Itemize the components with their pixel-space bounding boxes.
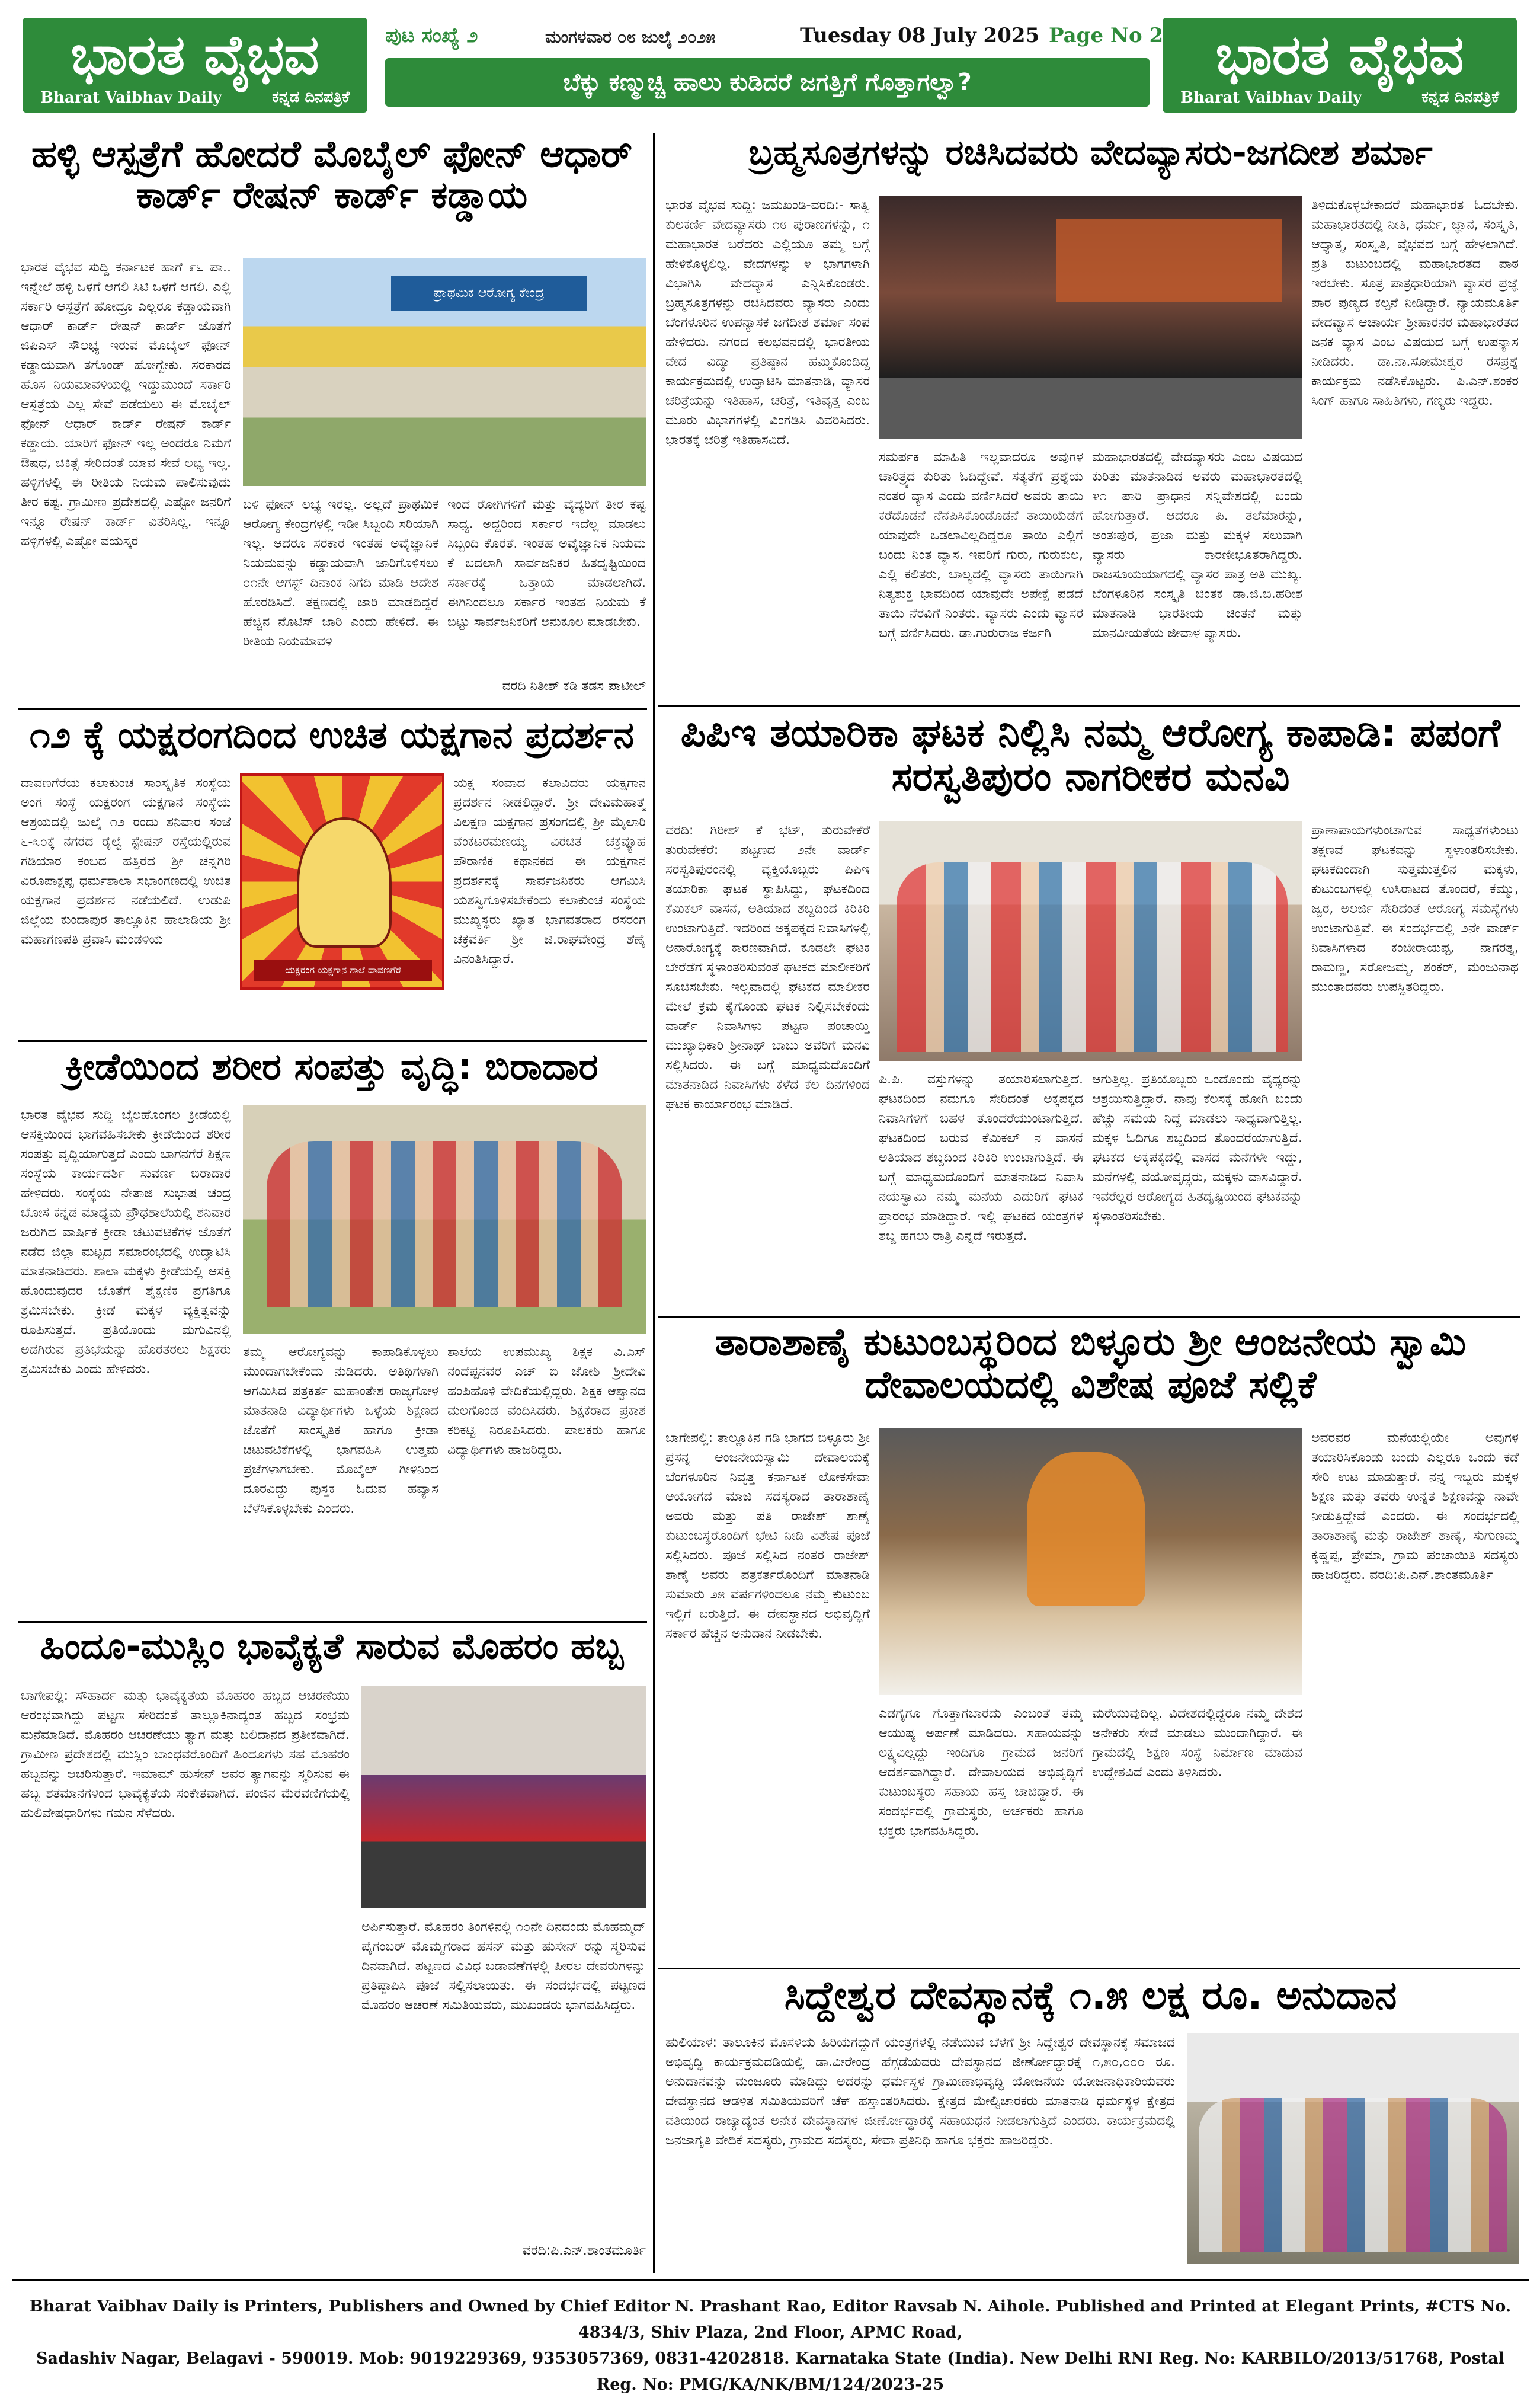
byline: ವರದಿ ನಿತೀಶ್ ಕಡಿ ತಡಸ ಪಾಟೀಲ್ xyxy=(502,679,646,693)
article-col: ಅರ್ಪಿಸುತ್ತಾರೆ. ಮೊಹರಂ ತಿಂಗಳಿನಲ್ಲಿ ೧೦ನೇ ದಿನದಂದು ಮೊಹಮ್ಮದ್ ಪೈಗಂಬರ್ ಮೊಮ್ಮಗರಾದ ಹಸನ್ ಮತ್ತು ಹುಸೇನ್ ರನ್ನು ಸ್ಮರಿಸುವ ದಿನವಾಗಿದೆ. ಪಟ್ಟಣದ ವಿವಿಧ ಬಡಾವಣೆಗಳಲ್ಲಿ ಪೀರಲ ದೇವರುಗಳನ್ನು ಪ್ರತಿಷ್ಠಾಪಿಸಿ ಪೂಜೆ ಸಲ್ಲಿಸಲಾಯಿತು. ಈ ಸಂದರ್ಭದಲ್ಲಿ ಪಟ್ಟಣದ ಮೊಹರಂ ಆಚರಣೆ ಸಮಿತಿಯವರು, ಮುಖಂಡರು ಭಾಗವಹಿಸಿದ್ದರು. xyxy=(361,1920,646,2013)
article-sports xyxy=(18,1046,646,1615)
article-col: ದಾವಣಗೆರೆಯ ಕಲಾಕುಂಚ ಸಾಂಸ್ಕೃತಿಕ ಸಂಸ್ಥೆಯ ಅಂಗ ಸಂಸ್ಥೆ ಯಕ್ಷರಂಗ ಯಕ್ಷಗಾನ ಸಂಸ್ಥೆಯ ಆಶ್ರಯದಲ್ಲಿ ಜುಲೈ ೧೨ ರಂದು ಶನಿವಾರ ಸಂಜೆ ೬-೩೦ಕ್ಕೆ ನಗರದ ರೈಲ್ವೆ ಸ್ಟೇಷನ್ ರಸ್ತೆಯಲ್ಲಿರುವ ಗಡಿಯಾರ ಕಂಬದ ಹತ್ತಿರದ ಶ್ರೀ ಚನ್ನಗಿರಿ ವಿರೂಪಾಕ್ಷಪ್ಪ ಧರ್ಮಶಾಲಾ ಸಭಾಂಗಣದಲ್ಲಿ ಉಚಿತ ಯಕ್ಷಗಾನ ಪ್ರದರ್ಶನ ನಡೆಯಲಿದೆ. ಉಡುಪಿ ಜಿಲ್ಲೆಯ ಕುಂದಾಪುರ ತಾಲ್ಲೂಕಿನ ಹಾಲಾಡಿಯ ಶ್ರೀ ಮಹಾಗಣಪತಿ ಪ್ರವಾಸಿ ಮಂಡಳಿಯ xyxy=(21,776,231,947)
divider xyxy=(658,1968,1520,1969)
logo-tagline: ಕನ್ನಡ ದಿನಪತ್ರಿಕೆ xyxy=(1421,88,1499,106)
article-col: ತಮ್ಮ ಆರೋಗ್ಯವನ್ನು ಕಾಪಾಡಿಕೊಳ್ಳಲು ಮುಂದಾಗಬೇಕೆಂದು ನುಡಿದರು. ಅತಿಥಿಗಳಾಗಿ ಆಗಮಿಸಿದ ಪತ್ರಕರ್ತ ಮಹಾಂತೇಶ ರಾಜ್ಯಗೋಳ ಮಾತನಾಡಿ ವಿದ್ಯಾರ್ಥಿಗಳು ಒಳ್ಳೆಯ ಶಿಕ್ಷಣದ ಜೊತೆಗೆ ಸಾಂಸ್ಕೃತಿಕ ಹಾಗೂ ಕ್ರೀಡಾ ಚಟುವಟಿಕೆಗಳಲ್ಲಿ ಭಾಗವಹಿಸಿ ಉತ್ತಮ ಪ್ರಜೆಗಳಾಗಬೇಕು. ಮೊಬೈಲ್ ಗೀಳಿನಿಂದ ದೂರವಿದ್ದು ಪುಸ್ತಕ ಓದುವ ಹವ್ಯಾಸ ಬೆಳೆಸಿಕೊಳ್ಳಬೇಕು ಎಂದರು. xyxy=(243,1345,438,1516)
date-kn: ಮಂಗಳವಾರ ೦೮ ಜುಲೈ ೨೦೨೫ xyxy=(545,27,716,47)
logo-right xyxy=(1163,18,1517,113)
footer-rule xyxy=(12,2279,1529,2281)
logo-english: Bharat Vaibhav Daily xyxy=(1180,89,1362,107)
footer-line-1: Bharat Vaibhav Daily is Printers, Publishers and Owned by Chief Editor N. Prashant Rao, Editor Ravsab N. Aihole. Published and Printed at Elegant Prints, #CTS No. 4834/3, Shiv Plaza, 2nd Floor, APMC Road, xyxy=(29,2297,1512,2342)
logo-left xyxy=(23,18,367,113)
article-col: ಮಹಾಭಾರತದಲ್ಲಿ ವೇದವ್ಯಾಸರು ಎಂಬ ವಿಷಯದ ಕುರಿತು ಮಾತನಾಡಿದ ಅವರು ಮಹಾಭಾರತದಲ್ಲಿ ೪೧ ಪಾರಿ ಪ್ರಾಧಾನ ಸನ್ನಿವೇಶದಲ್ಲಿ ಬಂದು ಹೋಗುತ್ತಾರೆ. ಆದರೂ ಪಿ. ತಲೆಮಾರನ್ನು, ಅಂತಃಪುರ, ಪ್ರಜಾ ಮತ್ತು ಮಕ್ಕಳ ಸಲುವಾಗಿ ವ್ಯಾಸರು ಕಾರಣೀಭೂತರಾಗಿದ್ದರು. ರಾಜಸೂಯಯಾಗದಲ್ಲಿ ವ್ಯಾಸರ ಪಾತ್ರ ಅತಿ ಮುಖ್ಯ. ಬೆಂಗಳೂರಿನ ಸಂಸ್ಕೃತಿ ಚಿಂತಕ ಡಾ.ಜಿ.ಬಿ.ಹರೀಶ ಮಾತನಾಡಿ ಭಾರತೀಯ ಚಿಂತನೆ ಮತ್ತು ಮಾನವೀಯತೆಯ ಜೀವಾಳ ವ್ಯಾಸರು. xyxy=(1092,450,1302,641)
logo-text: ಭಾರತ ವೈಭವ xyxy=(1215,23,1464,87)
article-col: ಬಳಿ ಫೋನ್ ಲಭ್ಯ ಇರಲ್ಲ. ಅಲ್ಲದೆ ಪ್ರಾಥಮಿಕ ಆರೋಗ್ಯ ಕೇಂದ್ರಗಳಲ್ಲಿ ಇಡೀ ಸಿಬ್ಬಂದಿ ಸರಿಯಾಗಿ ಇಲ್ಲ. ಆದರೂ ಸರಕಾರ ಇಂತಹ ಅವೈಜ್ಞಾನಿಕ ನಿಯಮವನ್ನು ಕಡ್ಡಾಯವಾಗಿ ಜಾರಿಗೊಳಿಸಲು ೦೧ನೇ ಆಗಸ್ಟ್ ದಿನಾಂಕ ನಿಗದಿ ಮಾಡಿ ಆದೇಶ ಹೊರಡಿಸಿದೆ. ತಕ್ಷಣದಲ್ಲಿ ಜಾರಿ ಮಾಡದಿದ್ದರೆ ಹೆಚ್ಚಿನ ನೊಟಿಸ್ ಜಾರಿ ಎಂದು ಹೇಳಿದೆ. ಈ ರೀತಿಯ ನಿಯಮಾವಳಿ xyxy=(243,497,438,649)
article-col: ವರದಿ: ಗಿರೀಶ್ ಕೆ ಭಟ್, ತುರುವೇಕೆರೆ ತುರುವೇಕೆರೆ: ಪಟ್ಟಣದ ೨ನೇ ವಾರ್ಡ್ ಸರಸ್ವತಿಪುರಂನಲ್ಲಿ ವ್ಯಕ್ತಿಯೊಬ್ಬರು ಪಿಪಿಇ ತಯಾರಿಕಾ ಘಟಕ ಸ್ಥಾಪಿಸಿದ್ದು, ಘಟಕದಿಂದ ಕೆಮಿಕಲ್ ವಾಸನೆ, ಅತಿಯಾದ ಶಬ್ದದಿಂದ ಕಿರಿಕಿರಿ ಉಂಟಾಗುತ್ತಿದೆ. ಇದರಿಂದ ಅಕ್ಕಪಕ್ಕದ ನಿವಾಸಿಗಳಲ್ಲಿ ಅನಾರೋಗ್ಯಕ್ಕೆ ಕಾರಣವಾಗಿದೆ. ಕೂಡಲೇ ಘಟಕ ಬೇರೆಡೆಗೆ ಸ್ಥಳಾಂತರಿಸುವಂತೆ ಘಟಕದ ಮಾಲೀಕರಿಗೆ ಸೂಚಿಸಬೇಕು. ಇಲ್ಲವಾದಲ್ಲಿ ಘಟಕದ ಮಾಲೀಕರ ಮೇಲೆ ಕ್ರಮ ಕೈಗೊಂಡು ಘಟಕ ನಿಲ್ಲಿಸಬೇಕೆಂದು ವಾರ್ಡ್ ನಿವಾಸಿಗಳು ಪಟ್ಟಣ ಪಂಚಾಯ್ತಿ ಮುಖ್ಯಾಧಿಕಾರಿ ಶ್ರೀನಾಥ್ ಬಾಬು ಅವರಿಗೆ ಮನವಿ ಸಲ್ಲಿಸಿದರು. ಈ ಬಗ್ಗೆ ಮಾಧ್ಯಮದೊಂದಿಗೆ ಮಾತನಾಡಿದ ನಿವಾಸಿಗಳು ಕಳೆದ ಕೆಲ ದಿನಗಳಿಂದ ಘಟಕ ಕಾರ್ಯಾರಂಭ ಮಾಡಿದೆ. xyxy=(665,823,870,1112)
divider xyxy=(18,1040,647,1042)
article-col: ಭಾರತ ವೈಭವ ಸುದ್ದಿ: ಜಮಖಂಡಿ-ವರದಿ:- ಸಾತ್ವಿ ಕುಲಕರ್ಣಿ ವೇದವ್ಯಾಸರು ೧೮ ಪುರಾಣಗಳನ್ನು, ೧ ಮಹಾಭಾರತ ಬರೆದರು ಎಲ್ಲಿಯೂ ತಮ್ಮ ಬಗ್ಗೆ ಹೇಳಿಕೊಳ್ಳಲಿಲ್ಲ. ವೇದಗಳನ್ನು ೪ ಭಾಗಗಳಾಗಿ ವಿಭಾಗಿಸಿ ವೇದವ್ಯಾಸ ಎನ್ನಿಸಿಕೊಂಡರು. ಬ್ರಹ್ಮಸೂತ್ರಗಳನ್ನು ರಚಿಸಿದವರು ವ್ಯಾಸರು ಎಂದು ಬೆಂಗಳೂರಿನ ಉಪನ್ಯಾಸಕ ಜಗದೀಶ ಶರ್ಮಾ ಸಂಪ ಹೇಳಿದರು. ನಗರದ ಕಲಭವನದಲ್ಲಿ ಭಾರತೀಯ ವೇದ ವಿದ್ಯಾ ಪ್ರತಿಷ್ಠಾನ ಹಮ್ಮಿಕೊಂಡಿದ್ದ ಕಾರ್ಯಕ್ರಮದಲ್ಲಿ ಉದ್ಘಾಟಿಸಿ ಮಾತನಾಡಿ, ವ್ಯಾಸರ ಚರಿತ್ರೆಯನ್ನು ಇತಿಹಾಸ, ಚರಿತ್ರೆ, ಇತಿವೃತ್ತ ಎಂಬ ಮೂರು ವಿಭಾಗಗಳಲ್ಲಿ ವಿಂಗಡಿಸಿ ವಿವರಿಸಿದರು. ಭಾರತಕ್ಕೆ ಚರಿತ್ರೆ ಇತಿಹಾಸವಿದೆ. xyxy=(665,198,870,447)
headline: ಬ್ರಹ್ಮಸೂತ್ರಗಳನ್ನು ರಚಿಸಿದವರು ವೇದವ್ಯಾಸರು-ಜಗದೀಶ ಶರ್ಮಾ xyxy=(748,132,1433,172)
article-col: ಆಗುತ್ತಿಲ್ಲ. ಪ್ರತಿಯೊಬ್ಬರು ಒಂದೊಂದು ವೈಧ್ಯರನ್ನು ಆಶ್ರಯಿಸುತ್ತಿದ್ದಾರೆ. ನಾವು ಕೆಲಸಕ್ಕೆ ಹೋಗಿ ಬಂದು ಹೆಚ್ಚು ಸಮಯ ನಿದ್ದೆ ಮಾಡಲು ಸಾಧ್ಯವಾಗುತ್ತಿಲ್ಲ. ಮಕ್ಕಳ ಓದಿಗೂ ಶಬ್ದದಿಂದ ತೊಂದರೆಯಾಗುತ್ತಿದೆ. ಘಟಕದ ಅಕ್ಕಪಕ್ಕದಲ್ಲಿ ವಾಸದ ಮನೆಗಳೇ ಇದ್ದು, ಮನೆಗಳಲ್ಲಿ ವಯೋವೃದ್ಧರು, ಮಕ್ಕಳು ವಾಸವಿದ್ದಾರೆ. ಇವರೆಲ್ಲರ ಆರೋಗ್ಯದ ಹಿತದೃಷ್ಟಿಯಿಂದ ಘಟಕವನ್ನು ಸ್ಥಳಾಂತರಿಸಬೇಕು. xyxy=(1092,1072,1302,1224)
photo-sports-event xyxy=(243,1105,646,1334)
photo-banner xyxy=(1056,219,1282,302)
date-en: Tuesday 08 July 2025 xyxy=(800,24,1040,47)
article-col: ತಿಳಿದುಕೊಳ್ಳಬೇಕಾದರೆ ಮಹಾಭಾರತ ಓದಬೇಕು. ಮಹಾಭಾರತದಲ್ಲಿ ನೀತಿ, ಧರ್ಮ, ಜ್ಞಾನ, ಸಂಸ್ಕೃತಿ, ಆಧ್ಯಾತ್ಮ, ಸಂಸ್ಕೃತಿ, ವೈಭವದ ಬಗ್ಗೆ ಹೇಳಲಾಗಿದೆ. ಪ್ರತಿ ಕುಟುಂಬದಲ್ಲಿ ಮಹಾಭಾರತದ ಪಾಠ ಇರಬೇಕು. ಸೂತ್ರ ಪಾತ್ರಧಾರಿಯಾಗಿ ವ್ಯಾಸರ ಪ್ರಜ್ಞೆ ಪಾರ ಪುಣ್ಯದ ಕಲ್ಪನೆ ನೀಡಿದ್ದಾರೆ. ನ್ಯಾಯಮೂರ್ತಿ ವೇದವ್ಯಾಸ ಆಚಾರ್ಯ ಶ್ರೀಹಾರನರ ಮಹಾಭಾರತದ ಜನಕ ವ್ಯಾಸ ಎಂಬ ವಿಷಯದ ಬಗ್ಗೆ ಉಪನ್ಯಾಸ ನೀಡಿದರು. ಡಾ.ನಾ.ಸೋಮೇಶ್ವರ ರಸಪ್ರಶ್ನೆ ಕಾರ್ಯಕ್ರಮ ನಡೆಸಿಕೊಟ್ಟರು. ಪಿ.ಎನ್.ಶಂಕರ ಸಿಂಗ್ ಹಾಗೂ ಸಾಹಿತಿಗಳು, ಗಣ್ಯರು ಇದ್ದರು. xyxy=(1311,198,1519,408)
headline: ೧೨ ಕ್ಕೆ ಯಕ್ಷರಂಗದಿಂದ ಉಚಿತ ಯಕ್ಷಗಾನ ಪ್ರದರ್ಶನ xyxy=(30,713,634,756)
divider xyxy=(18,1621,647,1623)
article-col: ಶಾಲೆಯ ಉಪಮುಖ್ಯ ಶಿಕ್ಷಕ ವಿ.ಎಸ್ ನಂದೆಪ್ಪನವರ ಎಚ್ ಬಿ ಜೋಶಿ ಶ್ರೀದೇವಿ ಹಂಪಿಹೊಳಿ ವೇದಿಕೆಯಲ್ಲಿದ್ದರು. ಶಿಕ್ಷಕ ಆಶ್ವಾನದ ಮಲಗೊಂಡ ವಂದಿಸಿದರು. ಶಿಕ್ಷಕರಾದ ಪ್ರಕಾಶ ಕರಿಕಟ್ಟಿ ನಿರೂಪಿಸಿದರು. ಪಾಲಕರು ಹಾಗೂ ವಿದ್ಯಾರ್ಥಿಗಳು ಹಾಜರಿದ್ದರು. xyxy=(447,1345,646,1457)
headline: ಸಿದ್ದೇಶ್ವರ ದೇವಸ್ಥಾನಕ್ಕೆ ೧.೫ ಲಕ್ಷ ರೂ. ಅನುದಾನ xyxy=(784,1972,1397,2018)
yakshagana-poster xyxy=(240,773,444,990)
footer-imprint xyxy=(18,2294,1523,2398)
article-anjaneya xyxy=(662,1322,1519,1965)
photo-petition xyxy=(879,821,1302,1061)
page-number-kn: ಪುಟ ಸಂಖ್ಯೆ ೨ xyxy=(385,24,478,47)
column-divider xyxy=(653,133,655,2273)
article-hospital xyxy=(18,133,646,705)
byline: ವರದಿ:ಪಿ.ಎನ್.ಶಾಂತಮೂರ್ತಿ xyxy=(522,2243,646,2258)
photo-lecture xyxy=(879,196,1302,439)
article-col: ಯಕ್ಷ ಸಂವಾದ ಕಲಾವಿದರು ಯಕ್ಷಗಾನ ಪ್ರದರ್ಶನ ನೀಡಲಿದ್ದಾರೆ. ಶ್ರೀ ದೇವಿಮಹಾತ್ಮೆ ವಿಲಕ್ಷಣ ಯಕ್ಷಗಾನ ಪ್ರಸಂಗದಲ್ಲಿ ಶ್ರೀ ಮೈಲಾರಿ ವೆಂಕಟರಮಣಯ್ಯ ವಿರಚಿತ ಚಕ್ರವ್ಯೂಹ ಪೌರಾಣಿಕ ಕಥಾನಕದ ಈ ಯಕ್ಷಗಾನ ಪ್ರದರ್ಶನಕ್ಕೆ ಸಾರ್ವಜನಿಕರು ಆಗಮಿಸಿ ಯಶಸ್ವಿಗೊಳಿಸಬೇಕೆಂದು ಕಲಾಕುಂಚ ಸಂಸ್ಥೆಯ ಮುಖ್ಯಸ್ಥರು ಖ್ಯಾತ ಭಾಗವತರಾದ ರಸರಂಗ ಚಕ್ರವರ್ತಿ ಶ್ರೀ ಜಿ.ರಾಘವೇಂದ್ರ ಶೆಣೈ ವಿನಂತಿಸಿದ್ದಾರೆ. xyxy=(453,776,646,967)
headline: ಹಿಂದೂ-ಮುಸ್ಲಿಂ ಭಾವೈಕ್ಯತೆ ಸಾರುವ ಮೊಹರಂ ಹಬ್ಬ xyxy=(40,1626,624,1667)
article-col: ಬಾಗೇಪಲ್ಲಿ: ಸೌಹಾರ್ದ ಮತ್ತು ಭಾವೈಕ್ಯತೆಯ ಮೊಹರಂ ಹಬ್ಬದ ಆಚರಣೆಯು ಆರಂಭವಾಗಿದ್ದು ಪಟ್ಟಣ ಸೇರಿದಂತೆ ತಾಲ್ಲೂಕಿನಾದ್ಯಂತ ಹಬ್ಬದ ಸಂಭ್ರಮ ಮನೆಮಾಡಿದೆ. ಮೊಹರಂ ಆಚರಣೆಯು ತ್ಯಾಗ ಮತ್ತು ಬಲಿದಾನದ ಪ್ರತೀಕವಾಗಿದೆ. ಗ್ರಾಮೀಣ ಪ್ರದೇಶದಲ್ಲಿ ಮುಸ್ಲಿಂ ಬಾಂಧವರೊಂದಿಗೆ ಹಿಂದೂಗಳು ಸಹ ಮೊಹರಂ ಹಬ್ಬವನ್ನು ಆಚರಿಸುತ್ತಾರೆ. ಇಮಾಮ್ ಹುಸೇನ್ ಅವರ ತ್ಯಾಗವನ್ನು ಸ್ಮರಿಸುವ ಈ ಹಬ್ಬ ಶತಮಾನಗಳಿಂದ ಭಾವೈಕ್ಯತೆಯ ಸಂಕೇತವಾಗಿದೆ. ಪಂಜಿನ ಮೆರವಣಿಗೆಯಲ್ಲಿ ಹುಲಿವೇಷಧಾರಿಗಳು ಗಮನ ಸೆಳೆದರು. xyxy=(21,1689,350,1821)
photo-people xyxy=(897,862,1288,1052)
poster-caption-text: ಯಕ್ಷರಂಗ ಯಕ್ಷಗಾನ ಶಾಲೆ ದಾವಣಗೆರೆ xyxy=(285,964,401,976)
photo-temple-puja xyxy=(879,1428,1302,1695)
photo-sign xyxy=(391,276,587,311)
article-col: ಪಿ.ಪಿ. ವಸ್ತುಗಳನ್ನು ತಯಾರಿಸಲಾಗುತ್ತಿದೆ. ಘಟಕದಿಂದ ನಮಗೂ ಸೇರಿದಂತೆ ಅಕ್ಕಪಕ್ಕದ ನಿವಾಸಿಗಳಿಗೆ ಬಹಳ ತೊಂದರೆಯುಂಟಾಗುತ್ತಿದೆ. ಘಟಕದಿಂದ ಬರುವ ಕೆಮಿಕಲ್ ನ ವಾಸನೆ ಅತಿಯಾದ ಶಬ್ದದಿಂದ ಕಿರಿಕಿರಿ ಉಂಟಾಗುತ್ತಿದೆ. ಈ ಬಗ್ಗೆ ಮಾಧ್ಯಮದೊಂದಿಗೆ ಮಾತನಾಡಿದ ನಿವಾಸಿ ನಯಸ್ವಾಮಿ ನಮ್ಮ ಮನೆಯ ಎದುರಿಗೆ ಘಟಕ ಪ್ರಾರಂಭ ಮಾಡಿದ್ದಾರೆ. ಇಲ್ಲಿ ಘಟಕದ ಯಂತ್ರಗಳ ಶಬ್ದ ಹಗಲು ರಾತ್ರಿ ಎನ್ನದೆ ಇರುತ್ತದೆ. xyxy=(879,1072,1083,1243)
poster-figure xyxy=(297,817,392,948)
photo-moharram xyxy=(361,1686,646,1908)
poster-caption xyxy=(254,960,432,981)
headline: ತಾರಾಶಾಣೈ ಕುಟುಂಬಸ್ಥರಿಂದ ಬಿಳ್ಳೂರು ಶ್ರೀ ಆಂಜನೇಯ ಸ್ವಾಮಿ ದೇವಾಲಯದಲ್ಲಿ ವಿಶೇಷ ಪೂಜೆ ಸಲ್ಲಿಕೆ xyxy=(715,1321,1467,1407)
photo-people xyxy=(1199,2098,1507,2252)
article-col: ಮರೆಯುವುದಿಲ್ಲ. ವಿದೇಶದಲ್ಲಿದ್ದರೂ ನಮ್ಮ ದೇಶದ ಅನೇಕರು ಸೇವೆ ಮಾಡಲು ಮುಂದಾಗಿದ್ದಾರೆ. ಈ ಗ್ರಾಮದಲ್ಲಿ ಶಿಕ್ಷಣ ಸಂಸ್ಥೆ ನಿರ್ಮಾಣ ಮಾಡುವ ಉದ್ದೇಶವಿದೆ ಎಂದು ತಿಳಿಸಿದರು. xyxy=(1092,1706,1302,1780)
article-ppe xyxy=(662,711,1519,1313)
photo-people xyxy=(267,1141,622,1307)
headline: ಹಳ್ಳಿ ಆಸ್ಪತ್ರೆಗೆ ಹೋದರೆ ಮೊಬೈಲ್ ಫೋನ್ ಆಧಾರ್ ಕಾರ್ಡ್ ರೇಷನ್ ಕಾರ್ಡ್ ಕಡ್ಡಾಯ xyxy=(31,132,633,217)
article-vedavyasa xyxy=(662,133,1519,702)
page-number-en: Page No 2 xyxy=(1049,24,1164,47)
slogan-bar xyxy=(385,58,1150,107)
article-yakshagana xyxy=(18,714,646,1037)
photo-hospital xyxy=(243,258,646,486)
footer-line-2: Sadashiv Nagar, Belagavi - 590019. Mob: 9019229369, 9353057369, 0831-4202818. Karnataka State (India). New Delhi RNI Reg. No: KARBILO/2013/51768, Postal Reg. No: PMG/KA/NK/BM/124/2023-25 xyxy=(36,2349,1504,2394)
headline: ಕ್ರೀಡೆಯಿಂದ ಶರೀರ ಸಂಪತ್ತು ವೃದ್ಧಿ: ಬಿರಾದಾರ xyxy=(65,1045,598,1088)
slogan-text: ಬೆಕ್ಕು ಕಣ್ಮುಚ್ಚಿ ಹಾಲು ಕುಡಿದರೆ ಜಗತ್ತಿಗೆ ಗೊತ್ತಾಗಲ್ವಾ? xyxy=(563,69,972,96)
article-col: ಭಾರತ ವೈಭವ ಸುದ್ದಿ ಕರ್ನಾಟಕ ಹಾಗೆ ೯೬ ಪಾ.. ಇನ್ನೇಲೆ ಹಳ್ಳಿ ಒಳಗೆ ಆಗಲಿ ಸಿಟಿ ಒಳಗೆ ಆಗಲಿ. ಎಲ್ಲಿ ಸರ್ಕಾರಿ ಆಸ್ಪತ್ರೆಗೆ ಹೋದ್ರೂ ಎಲ್ಲರೂ ಕಡ್ಡಾಯವಾಗಿ ಆಧಾರ್ ಕಾರ್ಡ್ ರೇಷನ್ ಕಾರ್ಡ್ ಜೊತೆಗೆ ಜಿಪಿಎಸ್ ಸೌಲಭ್ಯ ಇರುವ ಮೊಬೈಲ್ ಫೋನ್ ಕಡ್ಡಾಯವಾಗಿ ತಗೊಂಡ್ ಹೋಗ್ಬೇಕು. ಸರಕಾರದ ಹೊಸ ನಿಯಮಾವಳಿಯಲ್ಲಿ ಇದ್ದುಮುಂದೆ ಸರ್ಕಾರಿ ಆಸ್ಪತ್ರೆಯ ಎಲ್ಲ ಸೇವೆ ಪಡೆಯಲು ಈ ಮೊಬೈಲ್ ಫೋನ್ ಆಧಾರ್ ಕಾರ್ಡ್ ರೇಷನ್ ಕಾರ್ಡ್ ಕಡ್ಡಾಯ. ಯಾರಿಗೆ ಫೋನ್ ಇಲ್ಲ ಅಂದರೂ ನಿಮಗೆ ಔಷಧ, ಚಿಕಿತ್ಸೆ ಸೇರಿದಂತೆ ಯಾವ ಸೇವೆ ಲಭ್ಯ ಇಲ್ಲ. ಹಳ್ಳಿಗಳಲ್ಲಿ ಈ ರೀತಿಯ ನಿಯಮ ಪಾಲಿಸುವುದು ತೀರ ಕಷ್ಟ. ಗ್ರಾಮೀಣ ಪ್ರದೇಶದಲ್ಲಿ ಎಷ್ಟೋ ಜನರಿಗೆ ಇನ್ನೂ ರೇಷನ್ ಕಾರ್ಡ್ ವಿತರಿಸಿಲ್ಲ. ಇನ್ನೂ ಹಳ್ಳಿಗಳಲ್ಲಿ ಎಷ್ಟೋ ವಯಸ್ಕರ xyxy=(21,260,231,549)
photo-sign-text: ಪ್ರಾಥಮಿಕ ಆರೋಗ್ಯ ಕೇಂದ್ರ xyxy=(433,286,545,300)
photo-grant xyxy=(1187,2033,1519,2264)
photo-idol xyxy=(1027,1452,1145,1606)
divider xyxy=(658,705,1520,707)
logo-english: Bharat Vaibhav Daily xyxy=(40,89,222,107)
article-col: ಸಮರ್ಪಕ ಮಾಹಿತಿ ಇಲ್ಲವಾದರೂ ಅವುಗಳ ಚಾರಿತ್ರ್ಯದ ಕುರಿತು ಓದಿದ್ದೇವೆ. ಸತ್ಯತೆಗೆ ಪ್ರಶ್ನೆಯ ನಂತರ ವ್ಯಾಸ ಎಂದು ವರ್ಣಿಸಿದರೆ ಅವರು ತಾಯಿ ಕರೆದೊಡನೆ ನೆನೆಪಿಸಿಕೊಂಡೊಡನೆ ತಾಯಿಯೆಡೆಗೆ ಯಾವುದೇ ಒಡಲಾವಿಲ್ಲದಿದ್ದರೂ ತಾಯಿ ಎಲ್ಲಿಗೆ ಬಂದು ನಿಂತ ವ್ಯಾಸ. ಇವರಿಗೆ ಗುರು, ಗುರುಕುಲ, ಎಲ್ಲಿ ಕಲಿತರು, ಬಾಲ್ಯದಲ್ಲಿ ವ್ಯಾಸರು ತಾಯಿಗಾಗಿ ನಿತ್ಯಶುಕ್ತ ಭಾವದಿಂದ ಯಾವುದೇ ಅಪೇಕ್ಷೆ ಪಡದೆ ತಾಯಿ ನೆರವಿಗೆ ನಿಂತರು. ವ್ಯಾಸರು ಎಂದು ವ್ಯಾಸರ ಬಗ್ಗೆ ವರ್ಣಿಸಿದರು. ಡಾ.ಗುರುರಾಜ ಕರ್ಜಗಿ xyxy=(879,450,1083,641)
article-body: ಹುಲಿಯಾಳ: ತಾಲೂಕಿನ ಮೊಸಳಿಯ ಹಿರಿಯಗದ್ದುಗೆ ಯಂತ್ರಗಳಲ್ಲಿ ನಡೆಯುವ ಬೆಳಗೆ ಶ್ರೀ ಸಿದ್ದೇಶ್ವರ ದೇವಸ್ಥಾನಕ್ಕೆ ಸಮಾಜದ ಅಭಿವೃದ್ಧಿ ಕಾರ್ಯಕ್ರಮದಡಿಯಲ್ಲಿ ಡಾ.ವೀರೇಂದ್ರ ಹೆಗ್ಗಡೆಯವರು ದೇವಸ್ಥಾನದ ಜೀರ್ಣೋದ್ಧಾರಕ್ಕೆ ೧,೫೦,೦೦೦ ರೂ. ಅನುದಾನವನ್ನು ಮಂಜೂರು ಮಾಡಿದ್ದು ಅದರನ್ನು ಧರ್ಮಸ್ಥಳ ಗ್ರಾಮೀಣಾಭಿವೃದ್ಧಿ ಯೋಜನೆಯ ಯೋಜನಾಧಿಕಾರಿಯವರು ದೇವಸ್ಥಾನದ ಆಡಳಿತ ಸಮಿತಿಯವರಿಗೆ ಚೆಕ್ ಹಸ್ತಾಂತರಿಸಿದರು. ಕ್ಷೇತ್ರದ ಮೇಲ್ವಿಚಾರಕರು ಮಾತನಾಡಿ ಧರ್ಮಸ್ಥಳ ಕ್ಷೇತ್ರದ ವತಿಯಿಂದ ರಾಜ್ಯಾದ್ಯಂತ ಅನೇಕ ದೇವಸ್ಥಾನಗಳ ಜೀರ್ಣೋದ್ಧಾರಕ್ಕೆ ಸಹಾಯಧನ ನೀಡಲಾಗುತ್ತಿದೆ ಎಂದರು. ಕಾರ್ಯಕ್ರಮದಲ್ಲಿ ಜನಜಾಗೃತಿ ವೇದಿಕೆ ಸದಸ್ಯರು, ಗ್ರಾಮದ ಸದಸ್ಯರು, ಸೇವಾ ಪ್ರತಿನಿಧಿ ಹಾಗೂ ಭಕ್ತರು ಹಾಜರಿದ್ದರು. xyxy=(665,2035,1175,2148)
article-col: ಎಡಗೈಗೂ ಗೊತ್ತಾಗಬಾರದು ಎಂಬಂತೆ ತಮ್ಮ ಆಯುಷ್ಯ ಅರ್ಪಣೆ ಮಾಡಿದರು. ಸಹಾಯವನ್ನು ಲಕ್ಷ್ಯವಿಲ್ಲದ್ದು ಇಂದಿಗೂ ಗ್ರಾಮದ ಜನರಿಗೆ ಆದರ್ಶವಾಗಿದ್ದಾರೆ. ದೇವಾಲಯದ ಅಭಿವೃದ್ಧಿಗೆ ಕುಟುಂಬಸ್ಥರು ಸಹಾಯ ಹಸ್ತ ಚಾಚಿದ್ದಾರೆ. ಈ ಸಂದರ್ಭದಲ್ಲಿ ಗ್ರಾಮಸ್ಥರು, ಅರ್ಚಕರು ಹಾಗೂ ಭಕ್ತರು ಭಾಗವಹಿಸಿದ್ದರು. xyxy=(879,1706,1083,1839)
article-col: ಭಾರತ ವೈಭವ ಸುದ್ದಿ ಬೈಲಹೊಂಗಲ ಕ್ರೀಡೆಯಲ್ಲಿ ಆಸಕ್ತಿಯಿಂದ ಭಾಗವಹಿಸಬೇಕು ಕ್ರೀಡೆಯಿಂದ ಶರೀರ ಸಂಪತ್ತು ವೃದ್ಧಿಯಾಗುತ್ತದೆ ಎಂದು ಬಾಗನಗೆರೆ ಶಿಕ್ಷಣ ಸಂಸ್ಥೆಯ ಕಾರ್ಯದರ್ಶಿ ಸುವರ್ಣ ಬಿರಾದಾರ ಹೇಳಿದರು. ಸಂಸ್ಥೆಯ ನೇತಾಜಿ ಸುಭಾಷ ಚಂದ್ರ ಬೋಸ ಕನ್ನಡ ಮಾಧ್ಯಮ ಪ್ರೌಢಶಾಲೆಯಲ್ಲಿ ಶನಿವಾರ ಜರುಗಿದ ವಾರ್ಷಿಕ ಕ್ರೀಡಾ ಚಟುವಟಿಕೆಗಳ ಜೊತೆಗೆ ನಡೆದ ಜಿಲ್ಲಾ ಮಟ್ಟದ ಸಮಾರಂಭದಲ್ಲಿ ಉದ್ಘಾಟಿಸಿ ಮಾತನಾಡಿದರು. ಶಾಲಾ ಮಕ್ಕಳು ಕ್ರೀಡೆಯಲ್ಲಿ ಆಸಕ್ತಿ ಹೊಂದುವುದರ ಜೊತೆಗೆ ಶೈಕ್ಷಣಿಕ ಪ್ರಗತಿಗೂ ಶ್ರಮಿಸಬೇಕು. ಕ್ರೀಡೆ ಮಕ್ಕಳ ವ್ಯಕ್ತಿತ್ವವನ್ನು ರೂಪಿಸುತ್ತದೆ. ಪ್ರತಿಯೊಂದು ಮಗುವಿನಲ್ಲಿ ಅಡಗಿರುವ ಪ್ರತಿಭೆಯನ್ನು ಹೊರತರಲು ಶಿಕ್ಷಕರು ಶ್ರಮಿಸಬೇಕು ಎಂದು ಹೇಳಿದರು. xyxy=(21,1108,231,1377)
logo-tagline: ಕನ್ನಡ ದಿನಪತ್ರಿಕೆ xyxy=(272,88,350,106)
article-col: ಪ್ರಾಣಾಪಾಯಗಳುಂಟಾಗುವ ಸಾಧ್ಯತೆಗಳುಂಟು ತಕ್ಷಣವೆ ಘಟಕವನ್ನು ಸ್ಥಳಾಂತರಿಸಬೇಕು. ಘಟಕದಿಂದಾಗಿ ಸುತ್ತಮುತ್ತಲಿನ ಮಕ್ಕಳು, ಕುಟುಂಬಗಳಲ್ಲಿ ಉಸಿರಾಟದ ತೊಂದರೆ, ಕೆಮ್ಮು, ಜ್ವರ, ಅಲರ್ಜಿ ಸೇರಿದಂತೆ ಆರೋಗ್ಯ ಸಮಸ್ಯೆಗಳು ಉಂಟಾಗುತ್ತಿವೆ. ಈ ಸಂದರ್ಭದಲ್ಲಿ ೨ನೇ ವಾರ್ಡ್ ನಿವಾಸಿಗಳಾದ ಕಂಚೀರಾಯಪ್ಪ, ನಾಗರತ್ನ, ರಾಮಣ್ಣ, ಸರೋಜಮ್ಮ, ಶಂಕರ್, ಮಂಜುನಾಥ ಮುಂತಾದವರು ಉಪಸ್ಥಿತರಿದ್ದರು. xyxy=(1311,823,1519,995)
article-col: ಬಾಗೇಪಲ್ಲಿ: ತಾಲ್ಲೂಕಿನ ಗಡಿ ಭಾಗದ ಬಿಳ್ಳೂರು ಶ್ರೀ ಪ್ರಸನ್ನ ಆಂಜನೇಯಸ್ವಾಮಿ ದೇವಾಲಯಕ್ಕೆ ಬೆಂಗಳೂರಿನ ನಿವೃತ್ತ ಕರ್ನಾಟಕ ಲೋಕಸೇವಾ ಆಯೋಗದ ಮಾಜಿ ಸದಸ್ಯರಾದ ತಾರಾಶಾಣೈ ಅವರು ಮತ್ತು ಪತಿ ರಾಜೇಶ್ ಶಾಣೈ ಕುಟುಂಬಸ್ಥರೊಂದಿಗೆ ಭೇಟಿ ನೀಡಿ ವಿಶೇಷ ಪೂಜೆ ಸಲ್ಲಿಸಿದರು. ಪೂಜೆ ಸಲ್ಲಿಸಿದ ನಂತರ ರಾಜೇಶ್ ಶಾಣೈ ಅವರು ಪತ್ರಕರ್ತರೊಂದಿಗೆ ಮಾತನಾಡಿ ಸುಮಾರು ೨೫ ವರ್ಷಗಳಿಂದಲೂ ನಮ್ಮ ಕುಟುಂಬ ಇಲ್ಲಿಗೆ ಬರುತ್ತಿದೆ. ಈ ದೇವಸ್ಥಾನದ ಅಭಿವೃದ್ಧಿಗೆ ಸರ್ಕಾರ ಹೆಚ್ಚಿನ ಅನುದಾನ ನೀಡಬೇಕು. xyxy=(665,1431,870,1641)
divider xyxy=(18,708,647,710)
article-siddeshwara xyxy=(662,1974,1519,2270)
logo-text: ಭಾರತ ವೈಭವ xyxy=(71,23,319,87)
headline: ಪಿಪಿಇ ತಯಾರಿಕಾ ಘಟಕ ನಿಲ್ಲಿಸಿ ನಮ್ಮ ಆರೋಗ್ಯ ಕಾಪಾಡಿ: ಪಪಂಗೆ ಸರಸ್ವತಿಪುರಂ ನಾಗರೀಕರ ಮನವಿ xyxy=(680,710,1501,800)
article-moharram xyxy=(18,1627,646,2273)
article-col: ಇಂದ ರೋಗಿಗಳಿಗೆ ಮತ್ತು ವೈದ್ಯರಿಗೆ ತೀರ ಕಷ್ಟ ಸಾಧ್ಯ. ಅದ್ದರಿಂದ ಸರ್ಕಾರ ಇದೆಲ್ಲ ಮಾಡಲು ಸಿಬ್ಬಂದಿ ಕೊರತೆ. ಇಂತಹ ಅವೈಜ್ಞಾನಿಕ ನಿಯಮ ಕೆ ಬದಲಾಗಿ ಸಾರ್ವಜನಿಕರ ಹಿತದೃಷ್ಟಿಯಿಂದ ಸರ್ಕಾರಕ್ಕೆ ಒತ್ತಾಯ ಮಾಡಲಾಗಿದೆ. ಈಗಿನಿಂದಲೂ ಸರ್ಕಾರ ಇಂತಹ ನಿಯಮ ಕೆ ಬಿಟ್ಟು ಸಾರ್ವಜನಿಕರಿಗೆ ಅನುಕೂಲ ಮಾಡಬೇಕು. xyxy=(447,497,646,629)
divider xyxy=(658,1316,1520,1318)
article-col: ಅವರವರ ಮನೆಯಲ್ಲಿಯೇ ಅವುಗಳ ತಯಾರಿಸಿಕೊಂಡು ಬಂದು ಎಲ್ಲರೂ ಒಂದು ಕಡೆ ಸೇರಿ ಉಟ ಮಾಡುತ್ತಾರೆ. ನನ್ನ ಇಬ್ಬರು ಮಕ್ಕಳ ಶಿಕ್ಷಣ ಮತ್ತು ತವರು ಉನ್ನತ ಶಿಕ್ಷಣವನ್ನು ನಾವೇ ನೀಡುತ್ತಿದ್ದೇವೆ ಎಂದರು. ಈ ಸಂದರ್ಭದಲ್ಲಿ ತಾರಾಶಾಣೈ ಮತ್ತು ರಾಜೇಶ್ ಶಾಣೈ, ಸುಗುಣಮ್ಮ ಕೃಷ್ಣಪ್ಪ, ಪ್ರೇಮಾ, ಗ್ರಾಮ ಪಂಚಾಯಿತಿ ಸದಸ್ಯರು ಹಾಜರಿದ್ದರು. ವರದಿ:ಪಿ.ಎನ್.ಶಾಂತಮೂರ್ತಿ xyxy=(1311,1431,1519,1582)
